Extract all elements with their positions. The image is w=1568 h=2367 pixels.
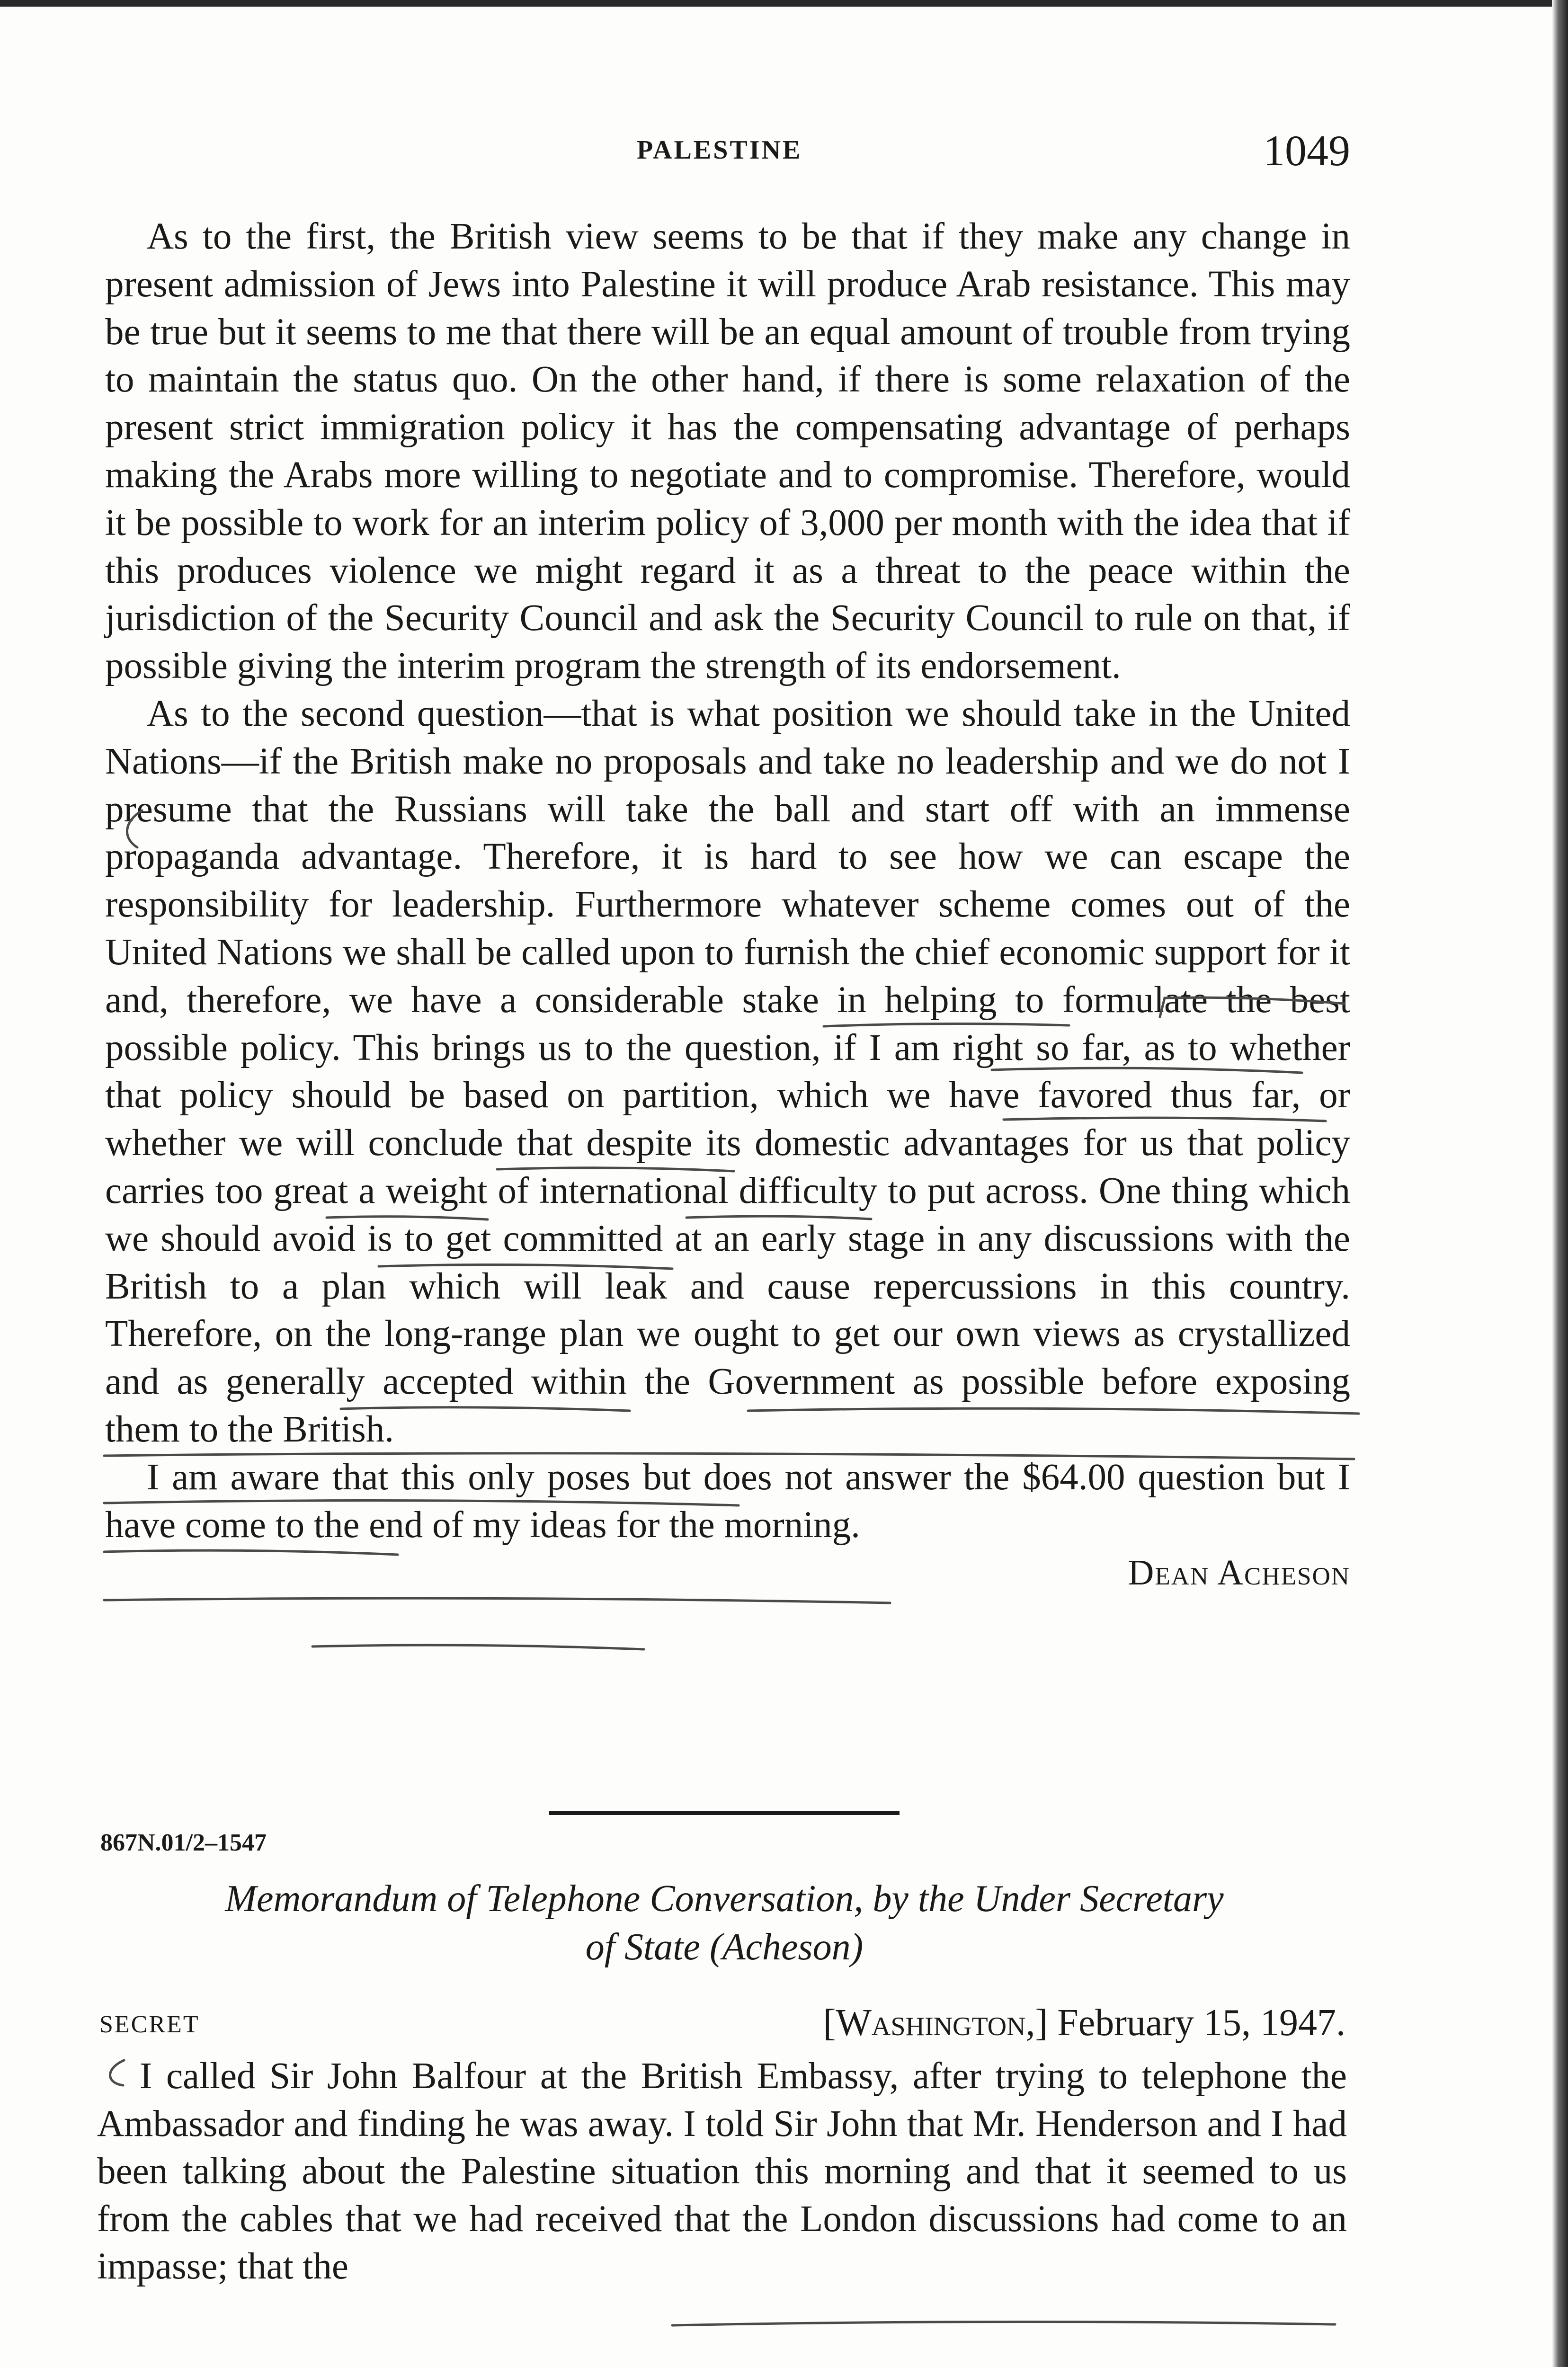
dateline <box>823 2002 1345 2045</box>
dateline-date: February 15, 1947. <box>1057 2002 1345 2044</box>
section-divider <box>549 1811 900 1815</box>
memo-paragraph: I called Sir John Balfour at the British Embassy, after trying to telephone the Ambassador and finding he was away. I told Sir John that Mr. Henderson and I had been talking about the Palestine situation this morning and that it seemed to us from the cables that we had received that the London discussions had come to an impasse; that the <box>97 2056 1347 2287</box>
running-head: PALESTINE <box>637 135 802 165</box>
document-title-line-2: of State (Acheson) <box>585 1926 864 1968</box>
paragraph-first-question: As to the first, the British view seems to be that if they make any change in present admission of Jews into Palestine it will produce Arab resistance. This may be true but it seems to me that there will be an equal amount of trouble from trying to maintain the status quo. On the other hand, if there is some relaxation of the present strict immigration policy it has the compensating advantage of perhaps making the Arabs more willing to negotiate and to compromise. Therefore, would it be possible to work for an interim policy of 3,000 per month with the idea that if this produces violence we might regard it as a threat to the peace within the jurisdiction of the Security Council and ask the Security Council to rule on that, if possible giving the interim program the strength of its endorsement. <box>105 216 1350 687</box>
scan-top-border <box>0 0 1568 7</box>
signature: Dean Acheson <box>1128 1553 1350 1593</box>
scan-right-edge <box>1552 0 1568 2367</box>
underline-crystallized <box>104 1598 890 1603</box>
dateline-place: [Washington,] <box>823 2002 1048 2044</box>
file-number: 867N.01/2–1547 <box>100 1829 267 1856</box>
classification-marking: SECRET <box>99 2011 200 2038</box>
paragraph-closing: I am aware that this only poses but does not answer the $64.00 question but I have come to the end of my ideas for the morning. <box>105 1456 1350 1546</box>
paragraph-second-question: As to the second question—that is what position we should take in the United Nations—if the British make no proposals and take no leadership and we do not I presume that the Russians will take the ball and start off with an immense propaganda advantage. Therefore, it is hard to see how we can escape the responsibility for leadership. Furthermore whatever scheme comes out of the United Nations we shall be called upon to furnish the chief economic support for it and, therefore, we have a considerable stake in helping to formulate the best possible policy. This brings us to the question, if I am right so far, as to whether that policy should be based on partition, which we have favored thus far, or whether we will conclude that despite its domestic advantages for us that policy carries too great a weight of international difficulty to put across. One thing which we should avoid is to get committed at an early stage in any discussions with the British to a plan which will leak and cause repercussions in this country. Therefore, on the long-range plan we ought to get our own views as crystallized and as generally accepted within the Government as possible before exposing them to the British. <box>105 693 1350 1450</box>
letter-body <box>105 213 1350 1596</box>
underline-before-exposing <box>312 1645 644 1649</box>
underline-memo-last-line <box>672 2322 1335 2325</box>
document-title <box>102 1875 1347 1971</box>
document-title-line-1: Memorandum of Telephone Conversation, by the Under Secretary <box>225 1878 1224 1920</box>
memo-body <box>97 2053 1347 2291</box>
page-number: 1049 <box>1263 126 1350 175</box>
